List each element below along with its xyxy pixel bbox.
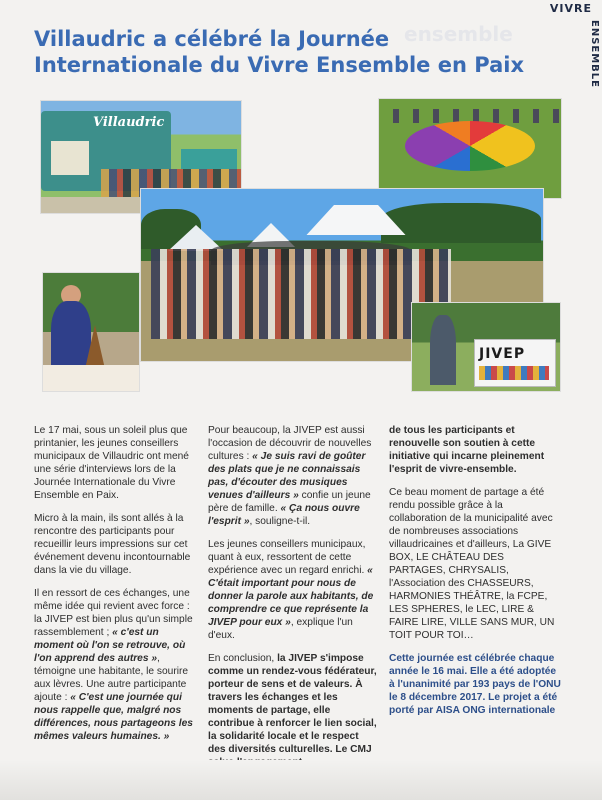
bold-text: la JIVEP s'impose comme un rendez-vous fédérateur, porteur de sens et de valeurs. À travers les échanges et les moments de partage, elle contribue à renforcer le lien social, la solidarité locale et le respect des diversités culturelles. Le CMJ — [208, 653, 377, 755]
tree — [381, 203, 541, 243]
paragraph — [34, 587, 196, 743]
photo-parachute — [378, 98, 562, 199]
poster-cells — [479, 366, 549, 380]
paragraph: Micro à la main, ils sont allés à la rencontre des participants pour recueillir leurs impressions sur cet événement devenu incontournable dans la vie du village. — [34, 513, 191, 576]
quote: « c'est un moment où l'on se retrouve, où l'on apprend des autres » — [34, 627, 186, 664]
parachute — [405, 121, 535, 171]
village-logo: Villaudric — [93, 115, 165, 130]
text: Pour beaucoup, la JIVEP est aussi l'occasion de découvrir de nouvelles cultures : — [208, 425, 372, 462]
text: , explique l'un d'eux. — [208, 617, 353, 641]
paragraph: Le 17 mai, sous un soleil plus que printanier, les jeunes conseillers municipaux de Villaudric ont mené une série d'interviews lors de la Journée Internationale du Vivre Ensemble en Paix. — [34, 425, 189, 501]
crowd-front — [151, 249, 451, 339]
paragraph: Ce beau moment de partage a été rendu possible grâce à la collaboration de la municipalité avec de nombreuses associations villaudricaines et d'ailleurs, La GIVE BOX, LE CHÂTEAU DES PARTAGES, CHRYSALIS, l'Association des CHASSEURS, HARMONIES THÉÂTRE, la FCPE, LES SPHERES, le LEC, LIRE & FAIRE LIRE, VILLE SANS MUR, UN TOIT POUR TOI… — [389, 487, 555, 641]
highlight-paragraph: Cette journée est célébrée chaque année le 16 mai. Elle a été adoptée à l'unanimité par 193 pays de l'ONU le 8 décembre 2017. Le projet a été porté par AISA ONG internationale — [389, 653, 561, 716]
section-tag-vertical: ENSEMBLE — [589, 20, 600, 89]
text: Il en ressort de ces échanges, une même idée qui revient avec force : la JIVEP est bien plus qu'un simple rassemblement ; — [34, 588, 193, 638]
quote: « C'était important pour nous de donner la parole aux habitants, de comprendre ce que représente la JIVEP pour eux » — [208, 565, 374, 628]
paragraph — [208, 424, 378, 528]
tent — [181, 149, 237, 169]
text: confie un jeune père de famille. — [208, 490, 371, 514]
paragraph: de tous les participants et renouvelle son soutien à cette initiative qui incarne pleinement l'esprit de vivre-ensemble. — [389, 425, 545, 475]
text-column-1 — [34, 424, 196, 753]
ghost-title: ensemble — [404, 22, 513, 46]
quote: « Je suis ravi de goûter des plats que je ne connaissais pas, d'écouter des musiques venues d'ailleurs » — [208, 451, 366, 501]
paragraph — [208, 538, 378, 642]
section-tag: VIVRE — [549, 2, 592, 15]
text: Les jeunes conseillers municipaux, quant à eux, ressortent de cette expérience avec un regard enrichi. — [208, 539, 368, 576]
text-column-2 — [208, 424, 378, 779]
poster-board — [474, 339, 556, 387]
woman — [51, 301, 91, 371]
article-title: Villaudric a célébré la Journée Internationale du Vivre Ensemble en Paix — [34, 27, 524, 77]
man — [430, 315, 456, 385]
text-column-3 — [389, 424, 561, 727]
text: En conclusion, — [208, 653, 278, 664]
poster-title: JIVEP — [479, 346, 526, 362]
table — [43, 365, 139, 391]
photo-posters — [411, 302, 561, 392]
quote: « C'est une journée qui nous rappelle que, malgré nos différences, nous partageons les mêmes valeurs humaines. » — [34, 692, 193, 742]
quote: « Ça nous ouvre l'esprit » — [208, 503, 360, 527]
window — [51, 141, 89, 175]
text: , témoigne une habitante, le sourire aux lèvres. Une autre participante ajoute : — [34, 653, 189, 703]
text: , souligne-t-il. — [249, 516, 311, 527]
paragraph — [208, 652, 378, 769]
photo-cake — [42, 272, 140, 392]
page-bottom-shade — [0, 760, 602, 800]
